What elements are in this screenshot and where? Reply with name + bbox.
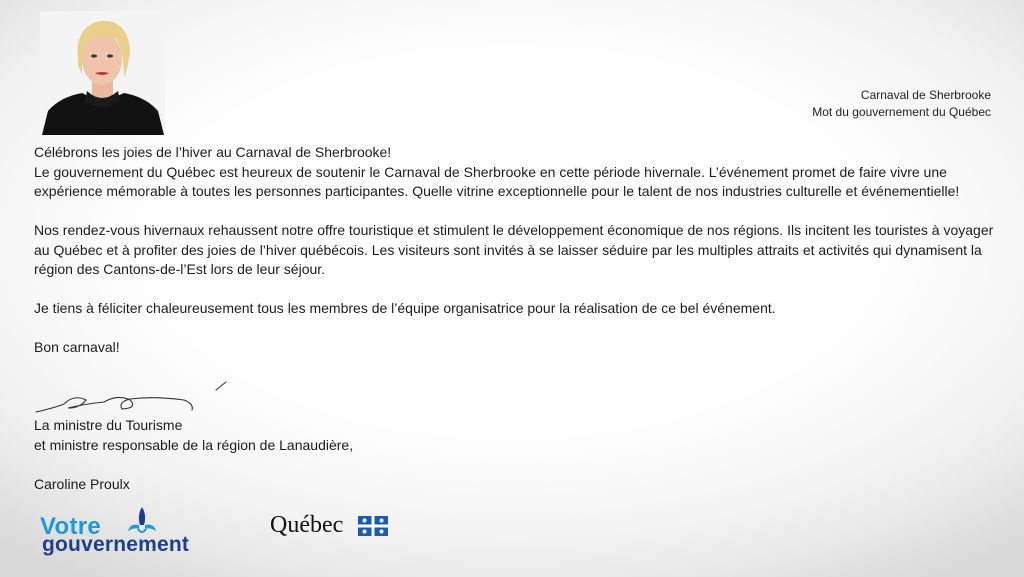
event-name: Carnaval de Sherbrooke <box>860 88 991 102</box>
paragraph-1: Le gouvernement du Québec est heureux de soutenir le Carnaval de Sherbrooke en cette période hivernale. L’événement promet de faire vivre une expérience mémorable à toutes les personnes participantes. Quelle vitrine exceptionnelle pour le talent de nos industries culturelle et événementielle! <box>34 163 960 199</box>
letter-header <box>812 87 991 121</box>
letter-body <box>34 143 994 358</box>
paragraph-3: Je tiens à féliciter chaleureusement tous les membres de l’équipe organisatrice pour la réalisation de ce bel événement. <box>34 300 776 316</box>
logo-word-votre: Votre <box>40 513 102 540</box>
intro-line: Célébrons les joies de l’hiver au Carnaval de Sherbrooke! <box>34 144 392 160</box>
closing-line: Bon carnaval! <box>34 339 120 355</box>
minister-title-2: et ministre responsable de la région de Lanaudière, <box>34 436 354 453</box>
paragraph-2: Nos rendez-vous hivernaux rehaussent notre offre touristique et stimulent le développement économique de nos régions. Ils incitent les touristes à voyager au Québec et à profiter des joies de l’hiver québécois. Les visiteurs sont invités à se laisser séduire par les multiples attraits et activités qui dynamisent la région des Cantons-de-l’Est lors de leur séjour. <box>34 222 994 277</box>
handwritten-signature <box>34 378 234 418</box>
logo-word-quebec: Québec <box>270 512 344 538</box>
minister-name: Caroline Proulx <box>34 475 130 492</box>
votre-gouvernement-logo <box>40 505 210 559</box>
quebec-flag-icon <box>358 516 388 536</box>
signature-block <box>34 416 353 494</box>
minister-title: La ministre du Tourisme <box>34 417 183 433</box>
header-subtitle: Mot du gouvernement du Québec <box>812 105 991 119</box>
portrait-photo <box>40 11 165 135</box>
logo-word-gouvernement: gouvernement <box>42 533 190 556</box>
quebec-logo <box>270 512 400 542</box>
